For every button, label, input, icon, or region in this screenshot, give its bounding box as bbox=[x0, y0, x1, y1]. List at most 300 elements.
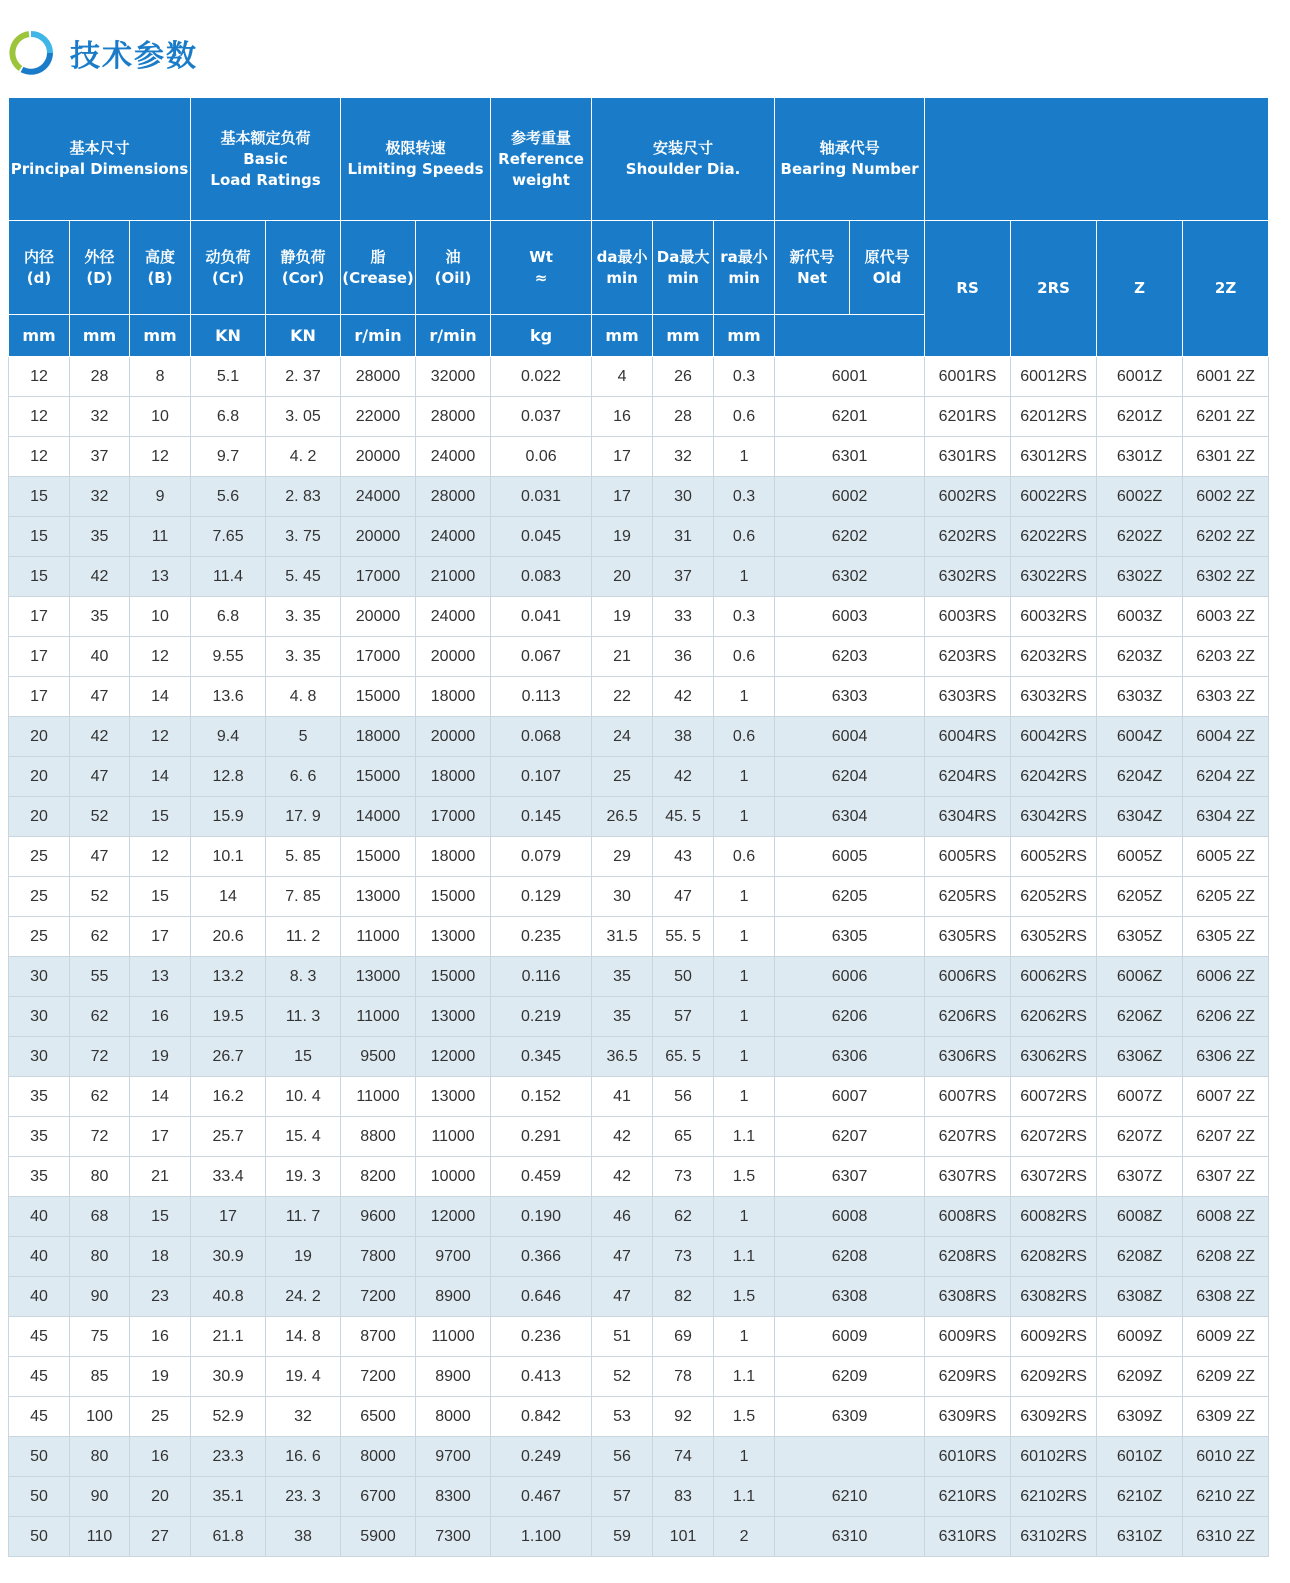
cell-z: 6308Z bbox=[1097, 1277, 1183, 1317]
cell-cor: 8. 3 bbox=[266, 957, 341, 997]
cell-weight: 0.235 bbox=[491, 917, 592, 957]
cell-2z: 6310 2Z bbox=[1183, 1517, 1269, 1557]
cell-Da-max: 47 bbox=[653, 877, 714, 917]
cell-grease: 7200 bbox=[341, 1357, 416, 1397]
cell-cor: 15 bbox=[266, 1037, 341, 1077]
cell-new-code: 6201 bbox=[775, 397, 925, 437]
cell-weight: 0.022 bbox=[491, 357, 592, 397]
cell-width-B: 12 bbox=[130, 637, 191, 677]
col-z: Z bbox=[1097, 221, 1183, 357]
cell-grease: 15000 bbox=[341, 677, 416, 717]
cell-outer-D: 62 bbox=[70, 917, 130, 957]
table-row bbox=[9, 1197, 1269, 1237]
cell-2z: 6002 2Z bbox=[1183, 477, 1269, 517]
cell-cor: 6. 6 bbox=[266, 757, 341, 797]
cell-rs: 6003RS bbox=[925, 597, 1011, 637]
table-row bbox=[9, 677, 1269, 717]
cell-ra-min: 0.3 bbox=[714, 597, 775, 637]
header-group-row bbox=[9, 98, 1269, 221]
table-row bbox=[9, 1237, 1269, 1277]
cell-inner-d: 30 bbox=[9, 957, 70, 997]
cell-ra-min: 1 bbox=[714, 1437, 775, 1477]
cell-cor: 4. 2 bbox=[266, 437, 341, 477]
cell-2rs: 60012RS bbox=[1011, 357, 1097, 397]
cell-outer-D: 100 bbox=[70, 1397, 130, 1437]
cell-grease: 20000 bbox=[341, 597, 416, 637]
cell-outer-D: 47 bbox=[70, 677, 130, 717]
cell-da-min: 42 bbox=[592, 1117, 653, 1157]
cell-inner-d: 12 bbox=[9, 397, 70, 437]
cell-grease: 18000 bbox=[341, 717, 416, 757]
cell-Da-max: 45. 5 bbox=[653, 797, 714, 837]
cell-rs: 6203RS bbox=[925, 637, 1011, 677]
cell-weight: 0.083 bbox=[491, 557, 592, 597]
cell-ra-min: 1 bbox=[714, 437, 775, 477]
cell-cor: 38 bbox=[266, 1517, 341, 1557]
col-width: 高度 (B) bbox=[130, 221, 191, 315]
table-row bbox=[9, 1357, 1269, 1397]
cell-rs: 6310RS bbox=[925, 1517, 1011, 1557]
cell-width-B: 10 bbox=[130, 397, 191, 437]
cell-cr: 14 bbox=[191, 877, 266, 917]
table-row bbox=[9, 957, 1269, 997]
cell-grease: 7800 bbox=[341, 1237, 416, 1277]
cell-z: 6303Z bbox=[1097, 677, 1183, 717]
cell-inner-d: 45 bbox=[9, 1397, 70, 1437]
cell-weight: 0.031 bbox=[491, 477, 592, 517]
cell-2z: 6202 2Z bbox=[1183, 517, 1269, 557]
cell-new-code: 6308 bbox=[775, 1277, 925, 1317]
cell-new-code: 6009 bbox=[775, 1317, 925, 1357]
cell-oil: 9700 bbox=[416, 1237, 491, 1277]
cell-z: 6006Z bbox=[1097, 957, 1183, 997]
cell-rs: 6210RS bbox=[925, 1477, 1011, 1517]
cell-outer-D: 55 bbox=[70, 957, 130, 997]
cell-grease: 6500 bbox=[341, 1397, 416, 1437]
cell-inner-d: 17 bbox=[9, 637, 70, 677]
cell-width-B: 12 bbox=[130, 437, 191, 477]
cell-2z: 6306 2Z bbox=[1183, 1037, 1269, 1077]
group-load-ratings: 基本额定负荷 Basic Load Ratings bbox=[191, 98, 341, 221]
cell-cr: 52.9 bbox=[191, 1397, 266, 1437]
header-sub-row bbox=[9, 221, 1269, 315]
table-row bbox=[9, 877, 1269, 917]
cell-grease: 22000 bbox=[341, 397, 416, 437]
cell-cor: 11. 3 bbox=[266, 997, 341, 1037]
cell-ra-min: 1 bbox=[714, 557, 775, 597]
cell-cor: 5. 45 bbox=[266, 557, 341, 597]
cell-width-B: 15 bbox=[130, 797, 191, 837]
cell-weight: 0.067 bbox=[491, 637, 592, 677]
table-row bbox=[9, 517, 1269, 557]
cell-weight: 0.345 bbox=[491, 1037, 592, 1077]
cell-2z: 6302 2Z bbox=[1183, 557, 1269, 597]
cell-grease: 8800 bbox=[341, 1117, 416, 1157]
table-row bbox=[9, 1437, 1269, 1477]
cell-outer-D: 32 bbox=[70, 397, 130, 437]
cell-oil: 21000 bbox=[416, 557, 491, 597]
cell-cor: 19. 4 bbox=[266, 1357, 341, 1397]
cell-oil: 11000 bbox=[416, 1317, 491, 1357]
cell-grease: 20000 bbox=[341, 437, 416, 477]
cell-outer-D: 35 bbox=[70, 517, 130, 557]
cell-z: 6008Z bbox=[1097, 1197, 1183, 1237]
cell-Da-max: 69 bbox=[653, 1317, 714, 1357]
cell-oil: 24000 bbox=[416, 437, 491, 477]
cell-cr: 26.7 bbox=[191, 1037, 266, 1077]
cell-width-B: 9 bbox=[130, 477, 191, 517]
cell-inner-d: 30 bbox=[9, 997, 70, 1037]
cell-cr: 6.8 bbox=[191, 397, 266, 437]
cell-cr: 12.8 bbox=[191, 757, 266, 797]
cell-2rs: 63032RS bbox=[1011, 677, 1097, 717]
cell-da-min: 41 bbox=[592, 1077, 653, 1117]
cell-rs: 6002RS bbox=[925, 477, 1011, 517]
cell-2rs: 63092RS bbox=[1011, 1397, 1097, 1437]
cell-new-code: 6310 bbox=[775, 1517, 925, 1557]
cell-width-B: 13 bbox=[130, 557, 191, 597]
cell-Da-max: 56 bbox=[653, 1077, 714, 1117]
cell-inner-d: 20 bbox=[9, 797, 70, 837]
cell-outer-D: 85 bbox=[70, 1357, 130, 1397]
cell-inner-d: 25 bbox=[9, 877, 70, 917]
table-row bbox=[9, 1157, 1269, 1197]
cell-weight: 0.045 bbox=[491, 517, 592, 557]
table-row bbox=[9, 1277, 1269, 1317]
cell-cor: 19 bbox=[266, 1237, 341, 1277]
cell-oil: 8900 bbox=[416, 1277, 491, 1317]
cell-2z: 6203 2Z bbox=[1183, 637, 1269, 677]
cell-Da-max: 78 bbox=[653, 1357, 714, 1397]
cell-new-code: 6305 bbox=[775, 917, 925, 957]
cell-grease: 11000 bbox=[341, 917, 416, 957]
cell-z: 6002Z bbox=[1097, 477, 1183, 517]
cell-outer-D: 68 bbox=[70, 1197, 130, 1237]
cell-grease: 17000 bbox=[341, 637, 416, 677]
cell-oil: 15000 bbox=[416, 877, 491, 917]
cell-da-min: 25 bbox=[592, 757, 653, 797]
cell-rs: 6201RS bbox=[925, 397, 1011, 437]
col-new-code: 新代号 Net bbox=[775, 221, 850, 315]
cell-rs: 6205RS bbox=[925, 877, 1011, 917]
cell-cr: 13.6 bbox=[191, 677, 266, 717]
cell-Da-max: 101 bbox=[653, 1517, 714, 1557]
cell-outer-D: 42 bbox=[70, 557, 130, 597]
cell-weight: 0.06 bbox=[491, 437, 592, 477]
cell-cor: 32 bbox=[266, 1397, 341, 1437]
cell-2rs: 62032RS bbox=[1011, 637, 1097, 677]
cell-ra-min: 0.6 bbox=[714, 717, 775, 757]
cell-z: 6302Z bbox=[1097, 557, 1183, 597]
cell-weight: 0.068 bbox=[491, 717, 592, 757]
cell-ra-min: 1 bbox=[714, 1197, 775, 1237]
cell-ra-min: 1.5 bbox=[714, 1277, 775, 1317]
cell-Da-max: 73 bbox=[653, 1157, 714, 1197]
cell-inner-d: 17 bbox=[9, 597, 70, 637]
cell-new-code: 6307 bbox=[775, 1157, 925, 1197]
cell-2z: 6005 2Z bbox=[1183, 837, 1269, 877]
cell-2z: 6309 2Z bbox=[1183, 1397, 1269, 1437]
group-limiting-speeds: 极限转速 Limiting Speeds bbox=[341, 98, 491, 221]
unit-cell: mm bbox=[9, 315, 70, 357]
cell-oil: 10000 bbox=[416, 1157, 491, 1197]
cell-outer-D: 28 bbox=[70, 357, 130, 397]
cell-outer-D: 35 bbox=[70, 597, 130, 637]
cell-z: 6305Z bbox=[1097, 917, 1183, 957]
col-weight: Wt ≈ bbox=[491, 221, 592, 315]
cell-oil: 13000 bbox=[416, 1077, 491, 1117]
unit-cell: mm bbox=[70, 315, 130, 357]
cell-z: 6202Z bbox=[1097, 517, 1183, 557]
table-row bbox=[9, 757, 1269, 797]
cell-oil: 15000 bbox=[416, 957, 491, 997]
col-dynamic-load: 动负荷 (Cr) bbox=[191, 221, 266, 315]
cell-outer-D: 80 bbox=[70, 1157, 130, 1197]
cell-cor: 5 bbox=[266, 717, 341, 757]
cell-grease: 8700 bbox=[341, 1317, 416, 1357]
cell-Da-max: 38 bbox=[653, 717, 714, 757]
cell-2z: 6305 2Z bbox=[1183, 917, 1269, 957]
cell-cr: 7.65 bbox=[191, 517, 266, 557]
cell-ra-min: 1 bbox=[714, 1037, 775, 1077]
cell-rs: 6307RS bbox=[925, 1157, 1011, 1197]
cell-oil: 18000 bbox=[416, 837, 491, 877]
cell-inner-d: 40 bbox=[9, 1277, 70, 1317]
cell-outer-D: 40 bbox=[70, 637, 130, 677]
cell-da-min: 57 bbox=[592, 1477, 653, 1517]
cell-new-code: 6210 bbox=[775, 1477, 925, 1517]
cell-inner-d: 30 bbox=[9, 1037, 70, 1077]
cell-cr: 35.1 bbox=[191, 1477, 266, 1517]
cell-cor: 2. 83 bbox=[266, 477, 341, 517]
cell-width-B: 19 bbox=[130, 1037, 191, 1077]
cell-cor: 3. 35 bbox=[266, 637, 341, 677]
cell-oil: 20000 bbox=[416, 637, 491, 677]
cell-ra-min: 1 bbox=[714, 957, 775, 997]
table-row bbox=[9, 597, 1269, 637]
cell-cr: 9.4 bbox=[191, 717, 266, 757]
col-rs: RS bbox=[925, 221, 1011, 357]
cell-new-code: 6205 bbox=[775, 877, 925, 917]
cell-grease: 17000 bbox=[341, 557, 416, 597]
cell-Da-max: 50 bbox=[653, 957, 714, 997]
cell-2rs: 63052RS bbox=[1011, 917, 1097, 957]
cell-oil: 20000 bbox=[416, 717, 491, 757]
cell-2z: 6004 2Z bbox=[1183, 717, 1269, 757]
cell-cor: 5. 85 bbox=[266, 837, 341, 877]
cell-outer-D: 90 bbox=[70, 1277, 130, 1317]
cell-2rs: 63022RS bbox=[1011, 557, 1097, 597]
cell-da-min: 35 bbox=[592, 957, 653, 997]
cell-rs: 6202RS bbox=[925, 517, 1011, 557]
group-seal-types-blank bbox=[925, 98, 1269, 221]
cell-da-min: 42 bbox=[592, 1157, 653, 1197]
cell-cr: 33.4 bbox=[191, 1157, 266, 1197]
cell-grease: 28000 bbox=[341, 357, 416, 397]
unit-cell: r/min bbox=[416, 315, 491, 357]
cell-ra-min: 1.5 bbox=[714, 1157, 775, 1197]
cell-2z: 6007 2Z bbox=[1183, 1077, 1269, 1117]
cell-inner-d: 15 bbox=[9, 557, 70, 597]
cell-outer-D: 47 bbox=[70, 757, 130, 797]
cell-ra-min: 1 bbox=[714, 797, 775, 837]
cell-z: 6310Z bbox=[1097, 1517, 1183, 1557]
table-row bbox=[9, 997, 1269, 1037]
cell-width-B: 14 bbox=[130, 757, 191, 797]
cell-cr: 17 bbox=[191, 1197, 266, 1237]
table-row bbox=[9, 1517, 1269, 1557]
cell-2rs: 60052RS bbox=[1011, 837, 1097, 877]
cell-da-min: 46 bbox=[592, 1197, 653, 1237]
cell-ra-min: 1.1 bbox=[714, 1117, 775, 1157]
group-principal-dimensions: 基本尺寸 Principal Dimensions bbox=[9, 98, 191, 221]
cell-2rs: 62062RS bbox=[1011, 997, 1097, 1037]
table-body bbox=[9, 357, 1269, 1557]
cell-z: 6301Z bbox=[1097, 437, 1183, 477]
cell-z: 6304Z bbox=[1097, 797, 1183, 837]
cell-oil: 8300 bbox=[416, 1477, 491, 1517]
cell-grease: 5900 bbox=[341, 1517, 416, 1557]
cell-outer-D: 75 bbox=[70, 1317, 130, 1357]
cell-outer-D: 32 bbox=[70, 477, 130, 517]
cell-z: 6201Z bbox=[1097, 397, 1183, 437]
cell-weight: 0.291 bbox=[491, 1117, 592, 1157]
cell-new-code: 6003 bbox=[775, 597, 925, 637]
cell-rs: 6010RS bbox=[925, 1437, 1011, 1477]
cell-da-min: 20 bbox=[592, 557, 653, 597]
cell-inner-d: 12 bbox=[9, 437, 70, 477]
cell-2z: 6303 2Z bbox=[1183, 677, 1269, 717]
cell-oil: 9700 bbox=[416, 1437, 491, 1477]
cell-2z: 6308 2Z bbox=[1183, 1277, 1269, 1317]
cell-weight: 0.219 bbox=[491, 997, 592, 1037]
cell-grease: 14000 bbox=[341, 797, 416, 837]
cell-cor: 3. 05 bbox=[266, 397, 341, 437]
cell-ra-min: 1.1 bbox=[714, 1357, 775, 1397]
cell-rs: 6207RS bbox=[925, 1117, 1011, 1157]
cell-2z: 6001 2Z bbox=[1183, 357, 1269, 397]
cell-2rs: 60022RS bbox=[1011, 477, 1097, 517]
cell-2rs: 62012RS bbox=[1011, 397, 1097, 437]
col-oil-speed: 油 (Oil) bbox=[416, 221, 491, 315]
cell-2z: 6307 2Z bbox=[1183, 1157, 1269, 1197]
cell-weight: 0.152 bbox=[491, 1077, 592, 1117]
cell-2rs: 60042RS bbox=[1011, 717, 1097, 757]
cell-grease: 9600 bbox=[341, 1197, 416, 1237]
cell-cor: 17. 9 bbox=[266, 797, 341, 837]
cell-Da-max: 62 bbox=[653, 1197, 714, 1237]
unit-cell: r/min bbox=[341, 315, 416, 357]
cell-z: 6209Z bbox=[1097, 1357, 1183, 1397]
cell-new-code: 6207 bbox=[775, 1117, 925, 1157]
cell-2rs: 63072RS bbox=[1011, 1157, 1097, 1197]
cell-outer-D: 80 bbox=[70, 1237, 130, 1277]
cell-cor: 16. 6 bbox=[266, 1437, 341, 1477]
cell-weight: 0.467 bbox=[491, 1477, 592, 1517]
cell-grease: 6700 bbox=[341, 1477, 416, 1517]
cell-z: 6306Z bbox=[1097, 1037, 1183, 1077]
cell-ra-min: 0.3 bbox=[714, 477, 775, 517]
cell-width-B: 19 bbox=[130, 1357, 191, 1397]
cell-ra-min: 2 bbox=[714, 1517, 775, 1557]
cell-outer-D: 72 bbox=[70, 1117, 130, 1157]
cell-2rs: 62052RS bbox=[1011, 877, 1097, 917]
cell-oil: 8000 bbox=[416, 1397, 491, 1437]
cell-rs: 6301RS bbox=[925, 437, 1011, 477]
cell-cor: 3. 75 bbox=[266, 517, 341, 557]
cell-Da-max: 28 bbox=[653, 397, 714, 437]
cell-ra-min: 1.1 bbox=[714, 1477, 775, 1517]
cell-width-B: 17 bbox=[130, 1117, 191, 1157]
cell-outer-D: 110 bbox=[70, 1517, 130, 1557]
cell-2rs: 60072RS bbox=[1011, 1077, 1097, 1117]
cell-2rs: 62072RS bbox=[1011, 1117, 1097, 1157]
cell-outer-D: 72 bbox=[70, 1037, 130, 1077]
cell-cor: 24. 2 bbox=[266, 1277, 341, 1317]
cell-2z: 6009 2Z bbox=[1183, 1317, 1269, 1357]
cell-2rs: 62042RS bbox=[1011, 757, 1097, 797]
cell-cr: 20.6 bbox=[191, 917, 266, 957]
cell-oil: 7300 bbox=[416, 1517, 491, 1557]
cell-da-min: 21 bbox=[592, 637, 653, 677]
cell-weight: 0.037 bbox=[491, 397, 592, 437]
cell-new-code: 6301 bbox=[775, 437, 925, 477]
cell-ra-min: 0.6 bbox=[714, 637, 775, 677]
col-Da-max: Da最大 min bbox=[653, 221, 714, 315]
cell-rs: 6007RS bbox=[925, 1077, 1011, 1117]
cell-2z: 6209 2Z bbox=[1183, 1357, 1269, 1397]
cell-z: 6204Z bbox=[1097, 757, 1183, 797]
cell-Da-max: 42 bbox=[653, 757, 714, 797]
cell-oil: 17000 bbox=[416, 797, 491, 837]
cell-new-code: 6209 bbox=[775, 1357, 925, 1397]
cell-z: 6010Z bbox=[1097, 1437, 1183, 1477]
cell-Da-max: 36 bbox=[653, 637, 714, 677]
cell-cr: 13.2 bbox=[191, 957, 266, 997]
cell-new-code: 6208 bbox=[775, 1237, 925, 1277]
cell-grease: 13000 bbox=[341, 957, 416, 997]
cell-grease: 8200 bbox=[341, 1157, 416, 1197]
cell-2z: 6208 2Z bbox=[1183, 1237, 1269, 1277]
table-row bbox=[9, 637, 1269, 677]
cell-inner-d: 50 bbox=[9, 1477, 70, 1517]
cell-inner-d: 35 bbox=[9, 1077, 70, 1117]
cell-new-code bbox=[775, 1437, 925, 1477]
cell-cor: 14. 8 bbox=[266, 1317, 341, 1357]
cell-width-B: 14 bbox=[130, 1077, 191, 1117]
cell-ra-min: 0.6 bbox=[714, 837, 775, 877]
cell-cr: 23.3 bbox=[191, 1437, 266, 1477]
cell-new-code: 6204 bbox=[775, 757, 925, 797]
cell-2rs: 63062RS bbox=[1011, 1037, 1097, 1077]
col-old-code: 原代号 Old bbox=[850, 221, 925, 315]
group-reference-weight: 参考重量 Reference weight bbox=[491, 98, 592, 221]
cell-oil: 18000 bbox=[416, 757, 491, 797]
cell-cor: 19. 3 bbox=[266, 1157, 341, 1197]
cell-weight: 0.190 bbox=[491, 1197, 592, 1237]
unit-cell: KN bbox=[266, 315, 341, 357]
cell-rs: 6006RS bbox=[925, 957, 1011, 997]
cell-outer-D: 52 bbox=[70, 877, 130, 917]
unit-cell: kg bbox=[491, 315, 592, 357]
cell-inner-d: 50 bbox=[9, 1437, 70, 1477]
cell-new-code: 6007 bbox=[775, 1077, 925, 1117]
cell-width-B: 27 bbox=[130, 1517, 191, 1557]
cell-weight: 0.041 bbox=[491, 597, 592, 637]
cell-grease: 8000 bbox=[341, 1437, 416, 1477]
cell-rs: 6309RS bbox=[925, 1397, 1011, 1437]
cell-Da-max: 83 bbox=[653, 1477, 714, 1517]
